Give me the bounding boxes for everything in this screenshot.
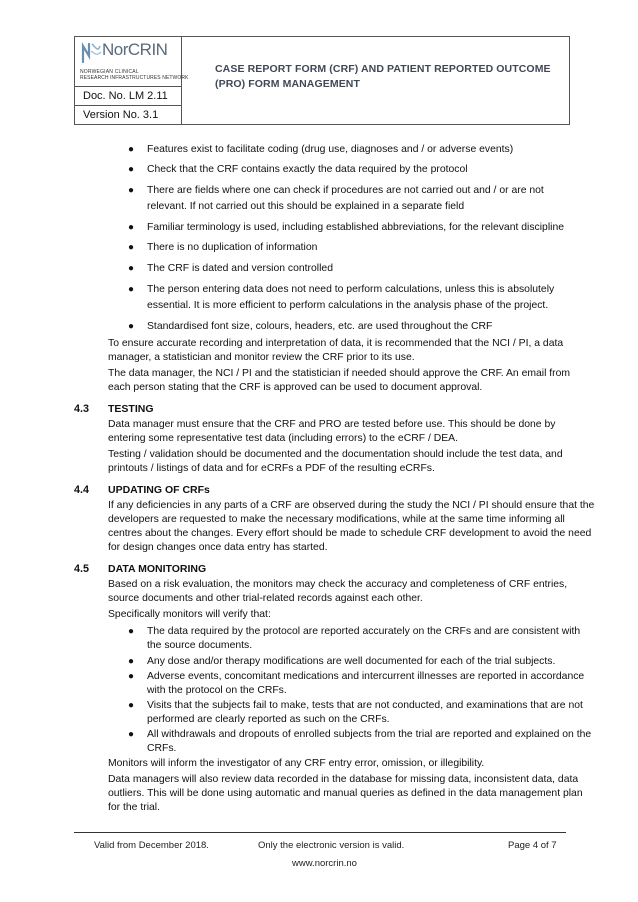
list-item: Adverse events, concomitant medications and intercurrent illnesses are reported in accordance — [147, 671, 585, 682]
paragraph-line: Data managers will also review data recorded in the database for missing data, inconsistent data, data — [108, 774, 579, 785]
header-left-column — [75, 37, 189, 124]
bullet-dot: ● — [128, 185, 135, 196]
bullet-dot: ● — [128, 626, 135, 637]
list-item: There is no duplication of information — [147, 242, 318, 253]
list-item: There are fields where one can check if procedures are not carried out and / or are not — [147, 185, 544, 196]
paragraph-line: developers are requested to make the necessary modifications, while at the same time informing all — [108, 514, 565, 525]
bullet-dot: ● — [128, 700, 135, 711]
list-item-continuation: CRFs. — [147, 743, 177, 754]
norcrin-logo-icon — [80, 42, 104, 64]
section-number: 4.4 — [74, 484, 90, 496]
paragraph-line: centres about the changes. Every effort should be made to schedule CRF development to avoid the need — [108, 528, 592, 539]
list-item: All withdrawals and dropouts of enrolled subjects from the trial are reported and explained on the — [147, 729, 592, 740]
list-item-continuation: the source documents. — [147, 640, 253, 651]
document-title — [215, 62, 555, 92]
list-item: Visits that the subjects fail to make, tests that are not conducted, and examinations that are not — [147, 700, 583, 711]
bullet-dot: ● — [128, 321, 135, 332]
list-item: The person entering data does not need to perform calculations, unless this is absolutely — [147, 284, 555, 295]
list-item: Features exist to facilitate coding (drug use, diagnoses and / or adverse events) — [147, 144, 514, 155]
norcrin-logo — [75, 37, 189, 87]
list-item: The CRF is dated and version controlled — [147, 263, 333, 274]
section-number: 4.5 — [74, 563, 90, 575]
paragraph-line: manager, a statistician and monitor review the CRF prior to its use. — [108, 352, 415, 363]
section-title: DATA MONITORING — [108, 563, 207, 575]
footer-url[interactable]: www.norcrin.no — [292, 858, 357, 869]
document-title-line-1: CASE REPORT FORM (CRF) AND PATIENT REPORTED OUTCOME — [215, 63, 551, 75]
paragraph-line: outliers. This will be done using automatic and manual queries as defined in the data management plan — [108, 788, 583, 799]
paragraph-line: Monitors will inform the investigator of any CRF entry error, omission, or illegibility. — [108, 758, 485, 769]
document-header — [74, 36, 570, 125]
list-item: Any dose and/or therapy modifications are well documented for each of the trial subjects. — [147, 656, 556, 667]
paragraph-line: entering some representative test data (including errors) to the eCRF / DEA. — [108, 433, 458, 444]
paragraph-line: for the trial. — [108, 802, 160, 813]
bullet-dot: ● — [128, 242, 135, 253]
bullet-dot: ● — [128, 729, 135, 740]
bullet-dot: ● — [128, 144, 135, 155]
list-item: Check that the CRF contains exactly the data required by the protocol — [147, 164, 468, 175]
list-item-continuation: performed are clearly reported as such on the CRFs. — [147, 714, 390, 725]
paragraph-line: If any deficiencies in any parts of a CRF are observed during the study the NCI / PI should ensure that the — [108, 500, 595, 511]
section-number: 4.3 — [74, 403, 90, 415]
logo-subtitle-2: RESEARCH INFRASTRUCTURES NETWORK — [80, 75, 189, 81]
bullet-dot: ● — [128, 671, 135, 682]
paragraph-line: printouts / listings of data and for eCRFs a PDF of the resulting eCRFs. — [108, 463, 435, 474]
list-item-continuation: with the protocol on the CRFs. — [147, 685, 287, 696]
paragraph-line: To ensure accurate recording and interpretation of data, it is recommended that the NCI / PI, a data — [108, 338, 564, 349]
footer-valid-from: Valid from December 2018. — [94, 840, 209, 851]
paragraph-line: Testing / validation should be documented and the documentation should include the test data, and — [108, 449, 563, 460]
list-item-continuation: essential. It is more efficient to perform calculations in the analysis phase of the project. — [147, 300, 549, 311]
bullet-dot: ● — [128, 263, 135, 274]
paragraph-line: for design changes once data entry has started. — [108, 542, 328, 553]
paragraph-line: The data manager, the NCI / PI and the statistician if needed should approve the CRF. An email from — [108, 368, 571, 379]
bullet-dot: ● — [128, 222, 135, 233]
paragraph-line: Specifically monitors will verify that: — [108, 609, 271, 620]
paragraph-line: each person stating that the CRF is approved can be used to document approval. — [108, 382, 483, 393]
bullet-dot: ● — [128, 164, 135, 175]
section-title: UPDATING OF CRFs — [108, 484, 210, 496]
footer-electronic-notice: Only the electronic version is valid. — [258, 840, 405, 851]
section-title: TESTING — [108, 403, 154, 415]
list-item: The data required by the protocol are reported accurately on the CRFs and are consistent with — [147, 626, 581, 637]
doc-number: Doc. No. LM 2.11 — [75, 87, 181, 106]
footer-divider — [74, 832, 566, 833]
paragraph-line: source documents and other trial-related records against each other. — [108, 593, 423, 604]
list-item: Standardised font size, colours, headers, etc. are used throughout the CRF — [147, 321, 493, 332]
paragraph-line: Data manager must ensure that the CRF and PRO are tested before use. This should be done by — [108, 419, 556, 430]
bullet-dot: ● — [128, 284, 135, 295]
bullet-dot: ● — [128, 656, 135, 667]
document-title-line-2: (PRO) FORM MANAGEMENT — [215, 78, 361, 90]
logo-name: NorCRIN — [102, 40, 168, 59]
list-item: Familiar terminology is used, including established abbreviations, for the relevant discipline — [147, 222, 564, 233]
footer-page-number: Page 4 of 7 — [508, 840, 557, 851]
logo-subtitle-1: NORWEGIAN CLINICAL — [80, 69, 139, 75]
list-item-continuation: relevant. If not carried out this should be explained in a separate field — [147, 201, 465, 212]
version-number: Version No. 3.1 — [83, 109, 159, 121]
paragraph-line: Based on a risk evaluation, the monitors may check the accuracy and completeness of CRF entries, — [108, 579, 568, 590]
